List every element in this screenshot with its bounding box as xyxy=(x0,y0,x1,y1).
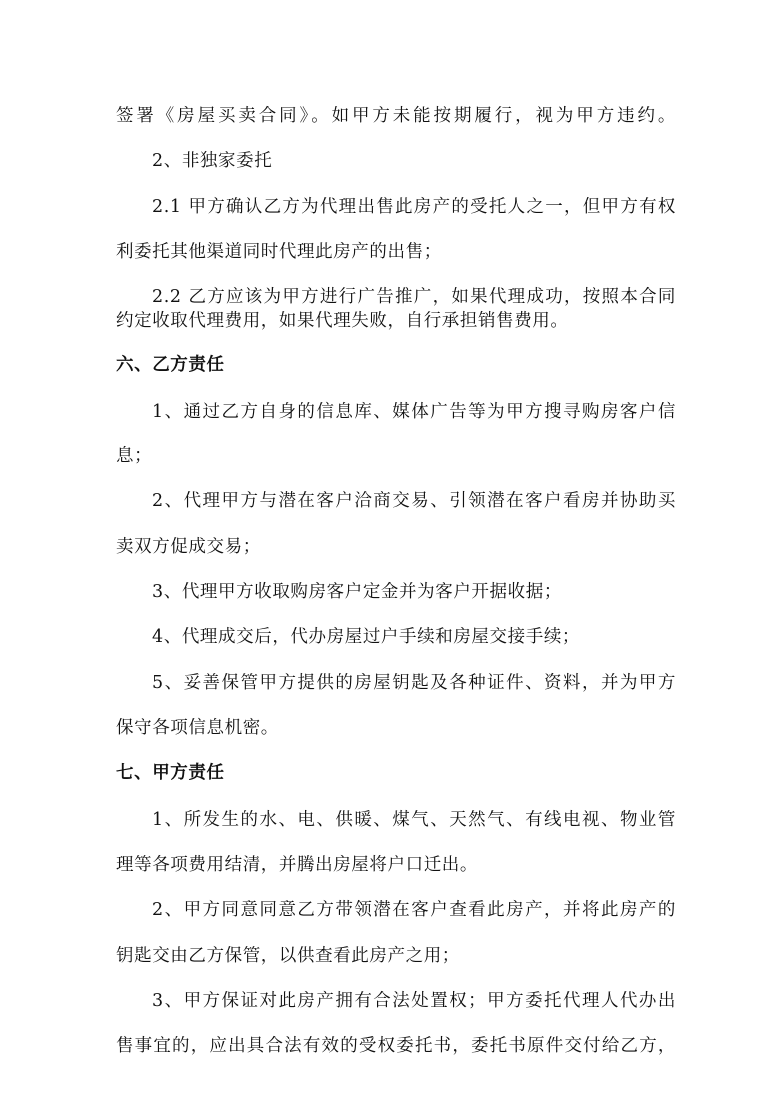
paragraph-line: 2、代理甲方与潜在客户洽商交易、引领潜在客户看房并协助买 xyxy=(152,491,676,511)
section-heading: 六、乙方责任 xyxy=(116,355,225,375)
section-heading: 七、甲方责任 xyxy=(116,763,225,783)
paragraph-line: 签署《房屋买卖合同》。如甲方未能按期履行，视为甲方违约。 xyxy=(116,106,676,126)
paragraph-line: 2.2 乙方应该为甲方进行广告推广，如果代理成功，按照本合同 xyxy=(152,287,676,307)
paragraph-line: 2、非独家委托 xyxy=(152,151,273,171)
paragraph-line: 3、代理甲方收取购房客户定金并为客户开据收据； xyxy=(152,582,562,602)
paragraph-line: 2、甲方同意同意乙方带领潜在客户查看此房产，并将此房产的 xyxy=(152,900,676,920)
paragraph-line: 售事宜的，应出具合法有效的受权委托书，委托书原件交付给乙方， xyxy=(116,1036,676,1056)
paragraph-line: 约定收取代理费用，如果代理失败，自行承担销售费用。 xyxy=(116,311,569,331)
paragraph-line: 利委托其他渠道同时代理此房产的出售； xyxy=(116,242,442,262)
paragraph-line: 卖双方促成交易； xyxy=(116,537,261,557)
paragraph-line: 3、甲方保证对此房产拥有合法处置权；甲方委托代理人代办出 xyxy=(152,991,676,1011)
paragraph-line: 2.1 甲方确认乙方为代理出售此房产的受托人之一，但甲方有权 xyxy=(152,197,676,217)
paragraph-line: 4、代理成交后，代办房屋过户手续和房屋交接手续； xyxy=(152,627,581,647)
paragraph-line: 1、所发生的水、电、供暖、煤气、天然气、有线电视、物业管 xyxy=(152,810,676,830)
paragraph-line: 1、通过乙方自身的信息库、媒体广告等为甲方搜寻购房客户信 xyxy=(152,402,676,422)
paragraph-line: 钥匙交由乙方保管，以供查看此房产之用； xyxy=(116,946,460,966)
paragraph-line: 息； xyxy=(116,446,153,466)
paragraph-line: 理等各项费用结清，并腾出房屋将户口迁出。 xyxy=(116,855,478,875)
paragraph-line: 5、妥善保管甲方提供的房屋钥匙及各种证件、资料，并为甲方 xyxy=(152,673,676,693)
paragraph-line: 保守各项信息机密。 xyxy=(116,718,279,738)
